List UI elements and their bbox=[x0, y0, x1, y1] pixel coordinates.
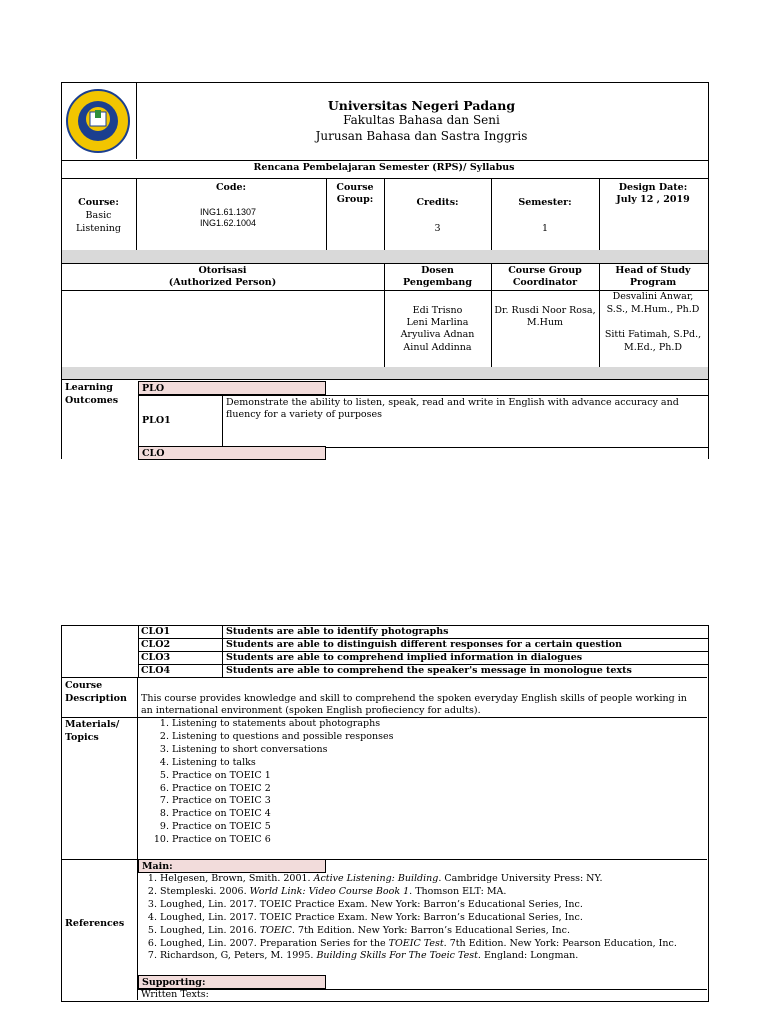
credits-label: Credits: bbox=[416, 197, 459, 208]
semester-value: 1 bbox=[541, 223, 549, 234]
reference-item: 4. Loughed, Lin. 2017. TOEIC Practice Exam. New York: Barron’s Educational Series, Inc. bbox=[160, 912, 704, 925]
written-texts-row bbox=[138, 989, 707, 1001]
clo-text: Students are able to comprehend the speaker's message in monologue texts bbox=[226, 665, 632, 676]
coordinator-name-1: Dr. Rusdi Noor Rosa, bbox=[494, 305, 596, 316]
dosen-label-1: Dosen bbox=[421, 265, 454, 276]
main-references-label: Main: bbox=[142, 861, 173, 872]
plo1-code: PLO1 bbox=[142, 415, 171, 426]
material-item: 2. Listening to questions and possible responses bbox=[172, 731, 702, 744]
reference-item: 7. Richardson, G, Peters, M. 1995. Building Skills For The Toeic Test. England: Longman. bbox=[160, 950, 704, 963]
reference-item: 2. Stempleski. 2006. World Link: Video Course Book 1. Thomson ELT: MA. bbox=[160, 886, 704, 899]
code-1: ING1.61.1307 bbox=[200, 207, 257, 217]
clo-text: Students are able to comprehend implied information in dialogues bbox=[226, 652, 583, 663]
clo-header bbox=[138, 446, 326, 460]
material-item: 1. Listening to statements about photographs bbox=[172, 718, 702, 731]
code-label: Code: bbox=[215, 182, 247, 193]
description-label-2: Description bbox=[65, 693, 127, 704]
written-texts-label: Written Texts: bbox=[141, 989, 209, 1000]
code-2: ING1.62.1004 bbox=[200, 218, 257, 228]
material-item: 10. Practice on TOEIC 6 bbox=[172, 834, 702, 847]
university-logo bbox=[65, 88, 131, 154]
course-name-2: Listening bbox=[75, 223, 122, 234]
faculty-name: Fakultas Bahasa dan Seni bbox=[343, 113, 500, 127]
otorisasi-label: Otorisasi bbox=[198, 265, 247, 276]
materials-label-1: Materials/ bbox=[65, 719, 120, 730]
reference-item: 6. Loughed, Lin. 2007. Preparation Series for the TOEIC Test. 7th Edition. New York: Pearson Education, Inc. bbox=[160, 938, 704, 951]
head-name: Desvalini Anwar, bbox=[612, 291, 694, 302]
references-label: References bbox=[65, 918, 125, 929]
material-item: 8. Practice on TOEIC 4 bbox=[172, 808, 702, 821]
head-name: M.Ed., Ph.D bbox=[624, 342, 682, 353]
group-label-2: Group: bbox=[336, 194, 374, 205]
head-label-2: Program bbox=[629, 277, 677, 288]
dosen-name: Leni Marlina bbox=[406, 317, 469, 328]
credits-value: 3 bbox=[434, 223, 441, 234]
course-name-1: Basic bbox=[85, 210, 112, 221]
clo-text: Students are able to distinguish different responses for a certain question bbox=[226, 639, 622, 650]
plo1-text: Demonstrate the ability to listen, speak, read and write in English with advance accuracy and fluency for a variety of purposes bbox=[226, 397, 679, 420]
university-name: Universitas Negeri Padang bbox=[327, 98, 516, 113]
material-item: 7. Practice on TOEIC 3 bbox=[172, 795, 702, 808]
material-item: 9. Practice on TOEIC 5 bbox=[172, 821, 702, 834]
material-item: 4. Listening to talks bbox=[172, 757, 702, 770]
supporting-references-label: Supporting: bbox=[142, 977, 206, 988]
reference-item: 5. Loughed, Lin. 2016. TOEIC. 7th Edition. New York: Barron’s Educational Series, Inc. bbox=[160, 925, 704, 938]
head-name: S.S., M.Hum., Ph.D bbox=[606, 304, 700, 315]
materials-label-2: Topics bbox=[65, 732, 99, 743]
dosen-name: Ainul Addinna bbox=[403, 342, 472, 353]
course-label: Course: bbox=[78, 197, 119, 208]
material-item: 3. Listening to short conversations bbox=[172, 744, 702, 757]
clo-code: CLO1 bbox=[141, 626, 171, 637]
materials-list bbox=[142, 718, 702, 847]
authorized-label: (Authorized Person) bbox=[168, 277, 277, 288]
clo-text: Students are able to identify photographs bbox=[226, 626, 449, 637]
description-text: This course provides knowledge and skill to comprehend the spoken everyday English skills of people working in an international environment (spoken English profieciency for adults). bbox=[141, 693, 687, 716]
dosen-label-2: Pengembang bbox=[403, 277, 472, 288]
clo-code: CLO4 bbox=[141, 665, 171, 676]
department-name: Jurusan Bahasa dan Sastra Inggris bbox=[315, 129, 528, 143]
clo-code: CLO3 bbox=[141, 652, 171, 663]
reference-item: 3. Loughed, Lin. 2017. TOEIC Practice Exam. New York: Barron’s Educational Series, Inc. bbox=[160, 899, 704, 912]
semester-label: Semester: bbox=[518, 197, 572, 208]
material-item: 6. Practice on TOEIC 2 bbox=[172, 783, 702, 796]
material-item: 5. Practice on TOEIC 1 bbox=[172, 770, 702, 783]
plo-header bbox=[138, 381, 326, 395]
main-references-header bbox=[138, 859, 326, 873]
learning-outcomes-label-1: Learning bbox=[65, 382, 113, 393]
auth-blank-cell bbox=[61, 290, 385, 367]
dosen-name: Aryuliva Adnan bbox=[400, 329, 475, 340]
clo-header-label: CLO bbox=[142, 448, 165, 459]
group-label-1: Course bbox=[336, 182, 374, 193]
clo-divider bbox=[222, 625, 223, 677]
credits-cell bbox=[384, 178, 492, 250]
reference-item: 1. Helgesen, Brown, Smith. 2001. Active Listening: Building. Cambridge University Press: NY. bbox=[160, 873, 704, 886]
design-date-label: Design Date: bbox=[618, 182, 688, 193]
logo-cell bbox=[61, 82, 137, 159]
plo-header-label: PLO bbox=[142, 383, 165, 394]
head-name: Sitti Fatimah, S.Pd., bbox=[604, 329, 702, 340]
learning-outcomes-label-2: Outcomes bbox=[65, 395, 119, 406]
semester-cell bbox=[491, 178, 600, 250]
description-label-1: Course bbox=[65, 680, 103, 691]
dosen-name: Edi Trisno bbox=[412, 305, 463, 316]
clo-code: CLO2 bbox=[141, 639, 171, 650]
coordinator-label-2: Coordinator bbox=[512, 277, 578, 288]
coordinator-label-1: Course Group bbox=[508, 265, 582, 276]
head-label-1: Head of Study bbox=[615, 265, 691, 276]
supporting-references-header bbox=[138, 975, 326, 989]
rps-title: Rencana Pembelajaran Semester (RPS)/ Syllabus bbox=[253, 162, 515, 173]
references-list bbox=[142, 873, 704, 963]
coordinator-name-2: M.Hum bbox=[526, 317, 564, 328]
design-date-value: July 12 , 2019 bbox=[616, 194, 690, 205]
gray-spacer-1 bbox=[61, 250, 709, 264]
